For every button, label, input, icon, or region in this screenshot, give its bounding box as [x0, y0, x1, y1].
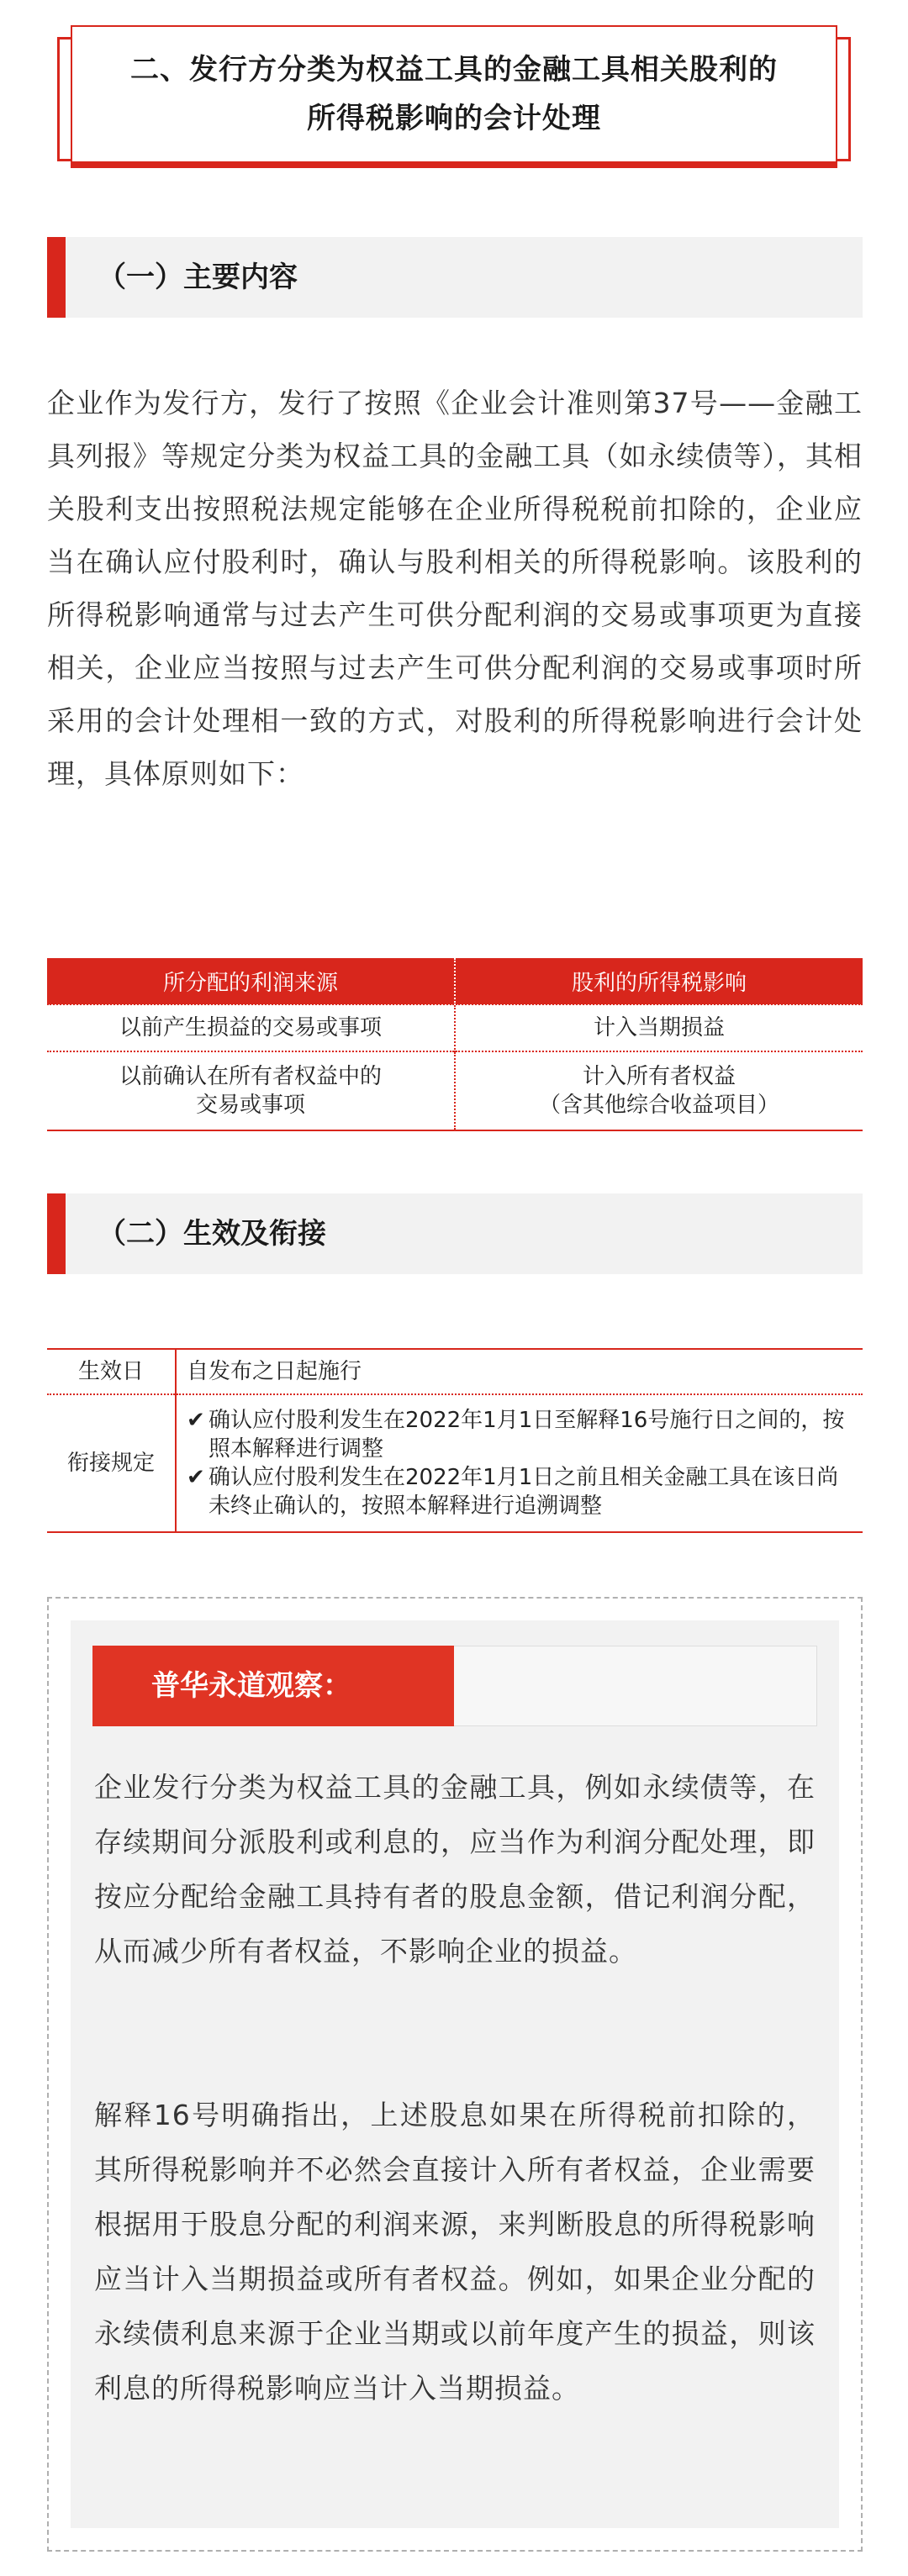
section-heading-text: （一）主要内容: [98, 261, 298, 294]
table-cell-line: 交易或事项: [195, 1093, 305, 1118]
table-cell-line: 计入所有者权益: [582, 1064, 736, 1089]
table-header-cell: 股利的所得税影响: [455, 958, 863, 1004]
transition-item-text: 确认应付股利发生在2022年1月1日至解释16号施行日之间的，按照本解释进行调整: [209, 1408, 845, 1462]
observation-paragraph-2: 解释16号明确指出，上述股息如果在所得税前扣除的，其所得税影响并不必然会直接计入所有者权益，企业需要根据用于股息分配的利润来源，来判断股息的所得税影响应当计入当期损益或所有者权益。例如，如果企业分配的永续债利息来源于企业当期或以前年度产生的损益，则该利息的所得税影响应当计入当期损益。: [94, 2099, 816, 2405]
transition-label: 衔接规定: [47, 1394, 176, 1532]
table-row: [47, 1394, 863, 1532]
table-row: [47, 1004, 863, 1051]
main-content-paragraph: 企业作为发行方，发行了按照《企业会计准则第37号——金融工具列报》等规定分类为权益工具的金融工具（如永续债等），其相关股利支出按照税法规定能够在企业所得税税前扣除的，企业应当在确认应付股利时，确认与股利相关的所得税影响。该股利的所得税影响通常与过去产生可供分配利润的交易或事项更为直接相关，企业应当按照与过去产生可供分配利润的交易或事项时所采用的会计处理相一致的方式，对股利的所得税影响进行会计处理，具体原则如下：: [47, 387, 863, 790]
section-heading-effective: [47, 1193, 863, 1274]
list-item: [187, 1463, 862, 1520]
tax-effect-table: [47, 958, 863, 1131]
transition-value: [176, 1394, 863, 1532]
list-item: [187, 1406, 862, 1463]
table-cell-effect: [455, 1051, 863, 1130]
table-cell-effect: 计入当期损益: [455, 1004, 863, 1051]
effective-date-value: 自发布之日起施行: [176, 1349, 863, 1394]
table-cell-source: 以前产生损益的交易或事项: [47, 1004, 455, 1051]
check-icon: ✔: [187, 1465, 205, 1490]
title-line-2: 所得税影响的会计处理: [307, 102, 601, 135]
section-accent-bar: [47, 237, 66, 318]
observation-paragraph-1: 企业发行分类为权益工具的金融工具，例如永续债等，在存续期间分派股利或利息的，应当作为利润分配处理，即按应分配给金融工具持有者的股息金额，借记利润分配，从而减少所有者权益，不影响企业的损益。: [94, 1771, 816, 1968]
section-heading-main-content: [47, 237, 863, 318]
effective-table: [47, 1348, 863, 1533]
table-header-row: [47, 958, 863, 1004]
transition-item-text: 确认应付股利发生在2022年1月1日之前且相关金融工具在该日尚未终止确认的，按照本解释进行追溯调整: [209, 1465, 839, 1519]
table-header-cell: 所分配的利润来源: [47, 958, 455, 1004]
table-row: [47, 1051, 863, 1130]
table-cell-line: （含其他综合收益项目）: [538, 1093, 779, 1118]
title-line-1: 二、发行方分类为权益工具的金融工具相关股利的: [130, 53, 778, 87]
observation-tag: 普华永道观察：: [92, 1646, 454, 1726]
table-cell-source: [47, 1051, 455, 1130]
page-title: [71, 25, 837, 163]
effective-date-label: 生效日: [47, 1349, 176, 1394]
table-cell-line: 以前确认在所有者权益中的: [119, 1064, 382, 1089]
check-icon: ✔: [187, 1408, 205, 1433]
table-row: [47, 1349, 863, 1394]
section-accent-bar: [47, 1193, 66, 1274]
section-heading-text: （二）生效及衔接: [98, 1217, 326, 1251]
